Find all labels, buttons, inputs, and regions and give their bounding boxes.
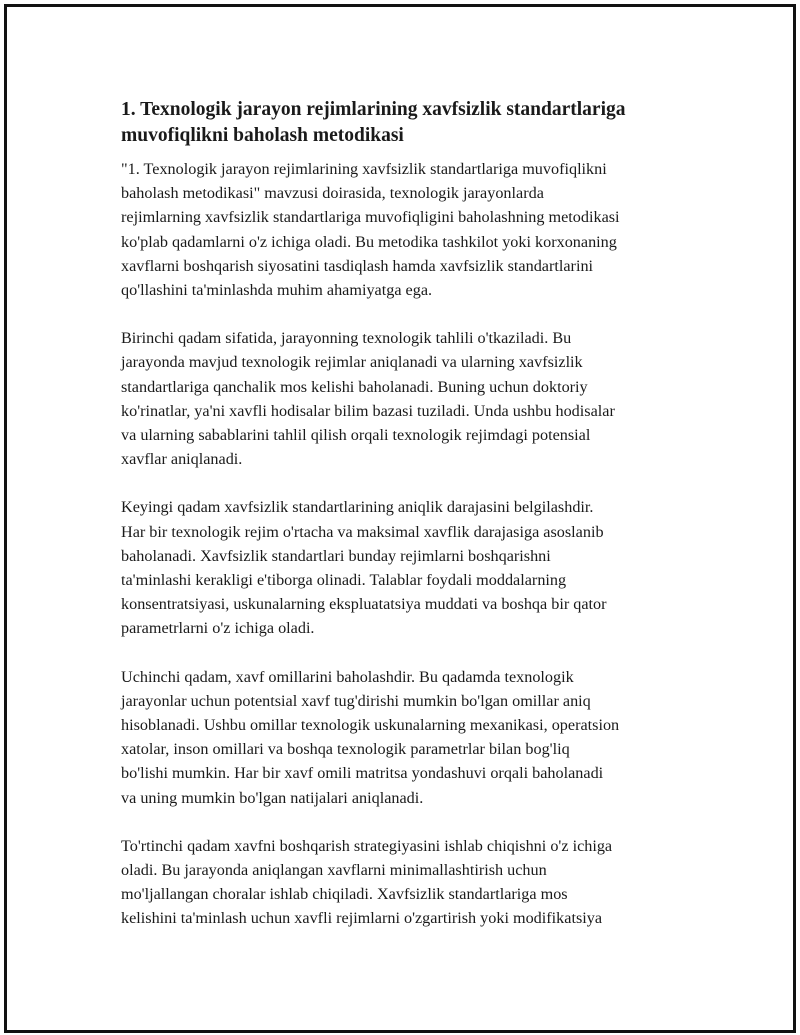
paragraph-step-1: Birinchi qadam sifatida, jarayonning texnologik tahlili o'tkaziladi. Bu jarayonda mavjud texnologik rejimlar aniqlanadi va ularning xavfsizlik standartlariga qanchalik mos kelishi baholanadi. Buning uchun doktoriy ko'rinatlar, ya'ni xavfli hodisalar bilim bazasi tuziladi. Unda ushbu hodisalar va ularning sabablarini tahlil qilish orqali texnologik rejimdagi potensial xavflar aniqlanadi. bbox=[121, 329, 615, 469]
document-body bbox=[121, 97, 701, 955]
page-frame bbox=[4, 4, 796, 1033]
paragraph-step-2: Keyingi qadam xavfsizlik standartlarining aniqlik darajasini belgilashdir. Har bir texnologik rejim o'rtacha va maksimal xavflik darajasiga asoslanib baholanadi. Xavfsizlik standartlari bunday rejimlarni boshqarishni ta'minlashi kerakligi e'tiborga olinadi. Talablar foydali moddalarning konsentratsiyasi, uskunalarning ekspluatatsiya muddati va boshqa bir qator parametrlarni o'z ichiga oladi. bbox=[121, 498, 607, 638]
paragraph-step-4: To'rtinchi qadam xavfni boshqarish strategiyasini ishlab chiqishni o'z ichiga oladi. Bu jarayonda aniqlangan xavflarni minimallashtirish uchun mo'ljallangan choralar ishlab chiqiladi. Xavfsizlik standartlariga mos kelishini ta'minlash uchun xavfli rejimlarni o'zgartirish yoki modifikatsiya bbox=[121, 836, 613, 928]
paragraph-step-3: Uchinchi qadam, xavf omillarini baholashdir. Bu qadamda texnologik jarayonlar uchun potentsial xavf tug'dirishi mumkin bo'lgan omillar aniq hisoblanadi. Ushbu omillar texnologik uskunalarning mexanikasi, operatsion xatolar, inson omillari va boshqa texnologik parametrlar bilan bog'liq bo'lishi mumkin. Har bir xavf omili matritsa yondashuvi orqali baholanadi va uning mumkin bo'lgan natijalari aniqlanadi. bbox=[121, 667, 620, 807]
document-title: 1. Texnologik jarayon rejimlarining xavfsizlik standartlariga muvofiqlikni baholash metodikasi bbox=[121, 99, 626, 146]
paragraph-intro: "1. Texnologik jarayon rejimlarining xavfsizlik standartlariga muvofiqlikni baholash metodikasi" mavzusi doirasida, texnologik jarayonlarda rejimlarning xavfsizlik standartlariga muvofiqligini baholashning metodikasi ko'plab qadamlarni o'z ichiga oladi. Bu metodika tashkilot yoki korxonaning xavflarni boshqarish siyosatini tasdiqlash hamda xavfsizlik standartlarini qo'llashini ta'minlashda muhim ahamiyatga ega. bbox=[121, 160, 620, 300]
